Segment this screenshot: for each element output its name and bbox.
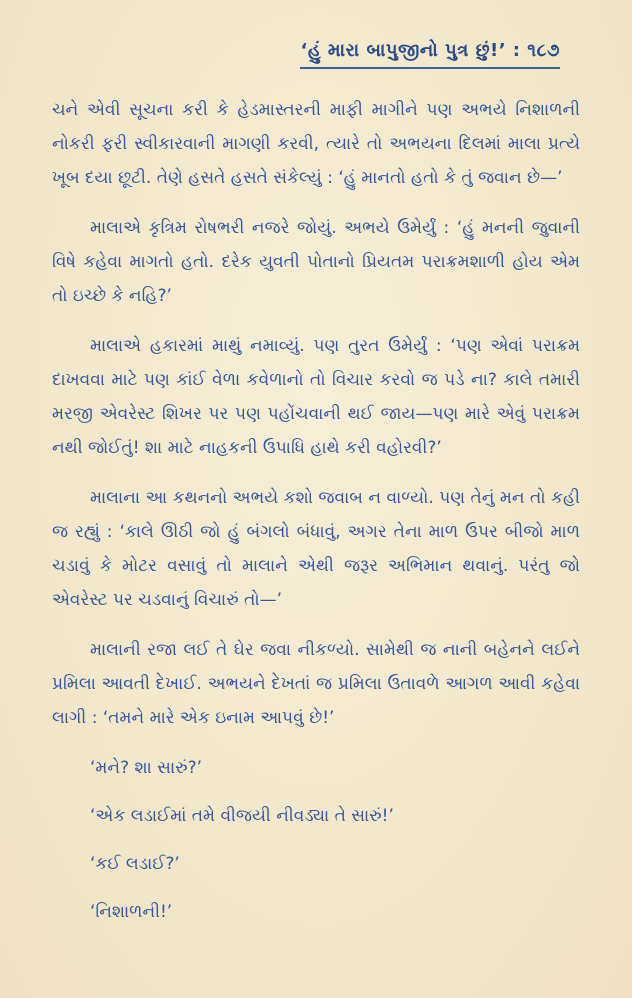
paragraph-3: માલાએ હકારમાં માથું નમાવ્યું. પણ તુરત ઉમેર્યું : ‘પણ એવાં પરાક્રમ દાખવવા માટે પણ કાંઈ વેળા કવેળાનો તો વિચાર કરવો જ પડે ના? કાલે તમારી મરજી એવરેસ્ટ શિખર પર પણ પહોંચવાની થઈ જાય—પણ મારે એવું પરાક્રમ નથી જોઈતું! શા માટે નાહકની ઉપાધિ હાથે કરી વહોરવી?’ — [52, 336, 580, 458]
page-header — [52, 40, 560, 69]
dialog-line-1: ‘મને? શા સારું?’ — [90, 758, 202, 778]
paragraph-1: ચને એવી સૂચના કરી કે હેડમાસ્તરની માફી માગીને પણ અભયે નિશાળની નોકરી ફરી સ્વીકારવાની માગણી કરવી, ત્યારે તો અભયના દિલમાં માલા પ્રત્યે ખૂબ દયા છૂટી. તેણે હસતે હસતે સંકેલ્યું : ‘હું માનતો હતો કે તું જવાન છે—’ — [52, 100, 580, 188]
body-text — [52, 93, 580, 929]
paragraph-4: માલાના આ કથનનો અભયે કશો જવાબ ન વાળ્યો. પણ તેનું મન તો કહી જ રહ્યું : ‘કાલે ઊઠી જો હું બંગલો બંધાવું, અગર તેના માળ ઉપર બીજો માળ ચડાવું કે મોટર વસાવું તો માલાને એથી જરૂર અભિમાન થવાનું. પરંતુ જો એવરેસ્ટ પર ચડવાનું વિચારું તો—’ — [52, 488, 580, 610]
dialog-line-4: ‘નિશાળની!’ — [90, 902, 173, 922]
running-head: ‘હું મારા બાપુજીનો પુત્ર છું!’ : ૧૮૭ — [300, 40, 560, 69]
paragraph-5: માલાની રજા લઈ તે ઘેર જવા નીકળ્યો. સામેથી જ નાની બહેનને લઈને પ્રમિલા આવતી દેખાઈ. અભયને દેખતાં જ પ્રમિલા ઉતાવળે આગળ આવી કહેવા લાગી : ‘તમને મારે એક ઇનામ આપવું છે!’ — [52, 640, 580, 728]
paragraph-2: માલાએ કૃત્રિમ રોષભરી નજરે જોયું. અભયે ઉમેર્યું : ‘હું મનની જુવાની વિષે કહેવા માગતો હતો. દરેક યુવતી પોતાનો પ્રિયતમ પરાક્રમશાળી હોય એમ તો ઇચ્છે કે નહિ?’ — [52, 218, 580, 306]
dialog-line-2: ‘એક લડાઈમાં તમે વીજયી નીવડ્યા તે સારું!’ — [90, 806, 394, 826]
dialog-line-3: ‘કઈ લડાઈ?’ — [90, 854, 180, 874]
